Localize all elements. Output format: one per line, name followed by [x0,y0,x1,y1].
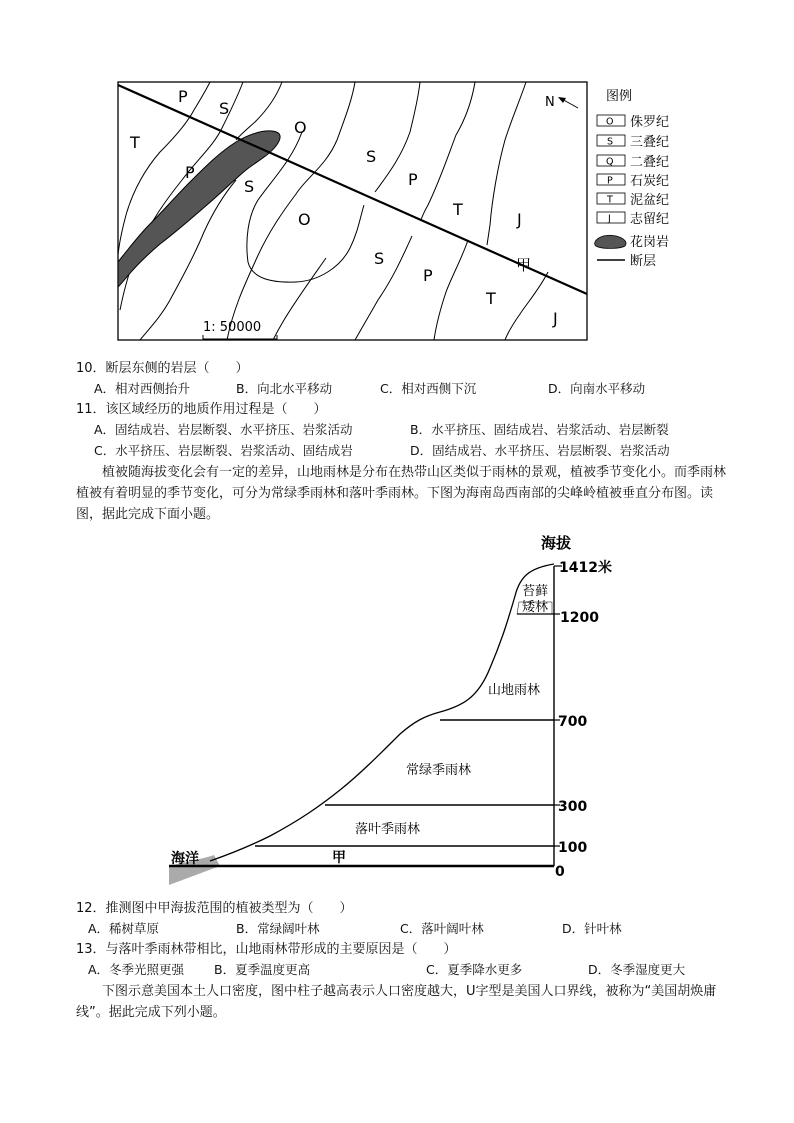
tick-label-100: 100 [558,840,588,856]
stratum-label: S [374,249,385,268]
stratum-label: S [244,177,255,196]
legend-label: 石炭纪 [630,174,670,189]
legend-label: 志留纪 [630,212,670,227]
question-11-stem: 11．该区域经历的地质作用过程是（ ） [76,402,327,417]
sea-label: 海洋 [171,851,199,867]
legend-granite-label: 花岗岩 [630,235,670,250]
tick-label-300: 300 [558,799,588,815]
question-13-option-c[interactable]: C．夏季降水更多 [426,962,523,977]
zone-label-montane-rainforest: 山地雨林 [488,683,541,698]
question-13-option-d[interactable]: D．冬季湿度更大 [588,962,686,977]
zone-label-dwarf-forest: 矮林 [522,600,549,615]
legend-items [595,114,669,269]
question-12-option-c[interactable]: C．落叶阔叶林 [400,921,484,936]
scale-label: 1: 50000 [203,320,262,335]
question-10-option-d[interactable]: D．向南水平移动 [548,381,646,396]
legend-label: 二叠纪 [630,155,670,170]
tick-label-0: 0 [555,864,565,880]
altitude-top-label: 1412米 [559,560,612,576]
stratum-label: T [453,200,463,219]
legend-title: 图例 [606,89,633,104]
zone-label-evergreen-monsoon: 常绿季雨林 [406,763,472,778]
stratum-label: J [517,210,522,229]
stratum-label: T [486,289,496,308]
legend-symbol: T [607,194,613,206]
question-11-option-a[interactable]: A．固结成岩、岩层断裂、水平挤压、岩浆活动 [94,422,353,437]
zone-label-deciduous-monsoon: 落叶季雨林 [355,822,421,837]
north-label: N [545,95,555,110]
legend-symbol: O [606,116,614,128]
stratum-label: P [185,163,195,182]
legend-label: 侏罗纪 [630,115,670,130]
question-13-stem: 13．与落叶季雨林带相比，山地雨林带形成的主要原因是（ ） [76,942,457,957]
stratum-label: P [178,87,188,106]
zone-label-jia: 甲 [332,850,346,866]
question-12-option-a[interactable]: A．稀树草原 [88,921,160,936]
question-10-option-b[interactable]: B．向北水平移动 [236,381,333,396]
zone-label-moss: 苔藓 [522,584,549,599]
question-13-option-b[interactable]: B．夏季温度更高 [214,962,311,977]
vegetation-profile-diagram [0,528,794,888]
stratum-label: P [408,170,418,189]
question-11-option-d[interactable]: D．固结成岩、水平挤压、岩层断裂、岩浆活动 [410,443,670,458]
stratum-label: S [366,147,377,166]
legend-symbol: P [607,175,613,187]
stratum-label: P [423,266,433,285]
question-12-option-d[interactable]: D．针叶林 [562,921,622,936]
question-12-stem: 12．推测图中甲海拔范围的植被类型为（ ） [76,901,353,916]
stratum-label: J [553,309,558,328]
stratum-label: T [130,133,140,152]
question-12-option-b[interactable]: B．常绿阔叶林 [236,921,320,936]
legend-symbol: S [607,136,614,148]
question-10-stem: 10．断层东侧的岩层（ ） [76,361,249,376]
intro-paragraph-vegetation: 植被随海拔变化会有一定的差异，山地雨林是分布在热带山区类似于雨林的景观，植被季节变化小。而季雨林植被有着明显的季节变化，可分为常绿季雨林和落叶季雨林。下图为海南岛西南部的尖峰岭植被垂直分布图。读图，据此完成下面小题。 [76,465,727,522]
legend-label: 泥盆纪 [630,193,670,208]
granite-legend-icon [595,235,626,248]
legend-symbol: Q [606,156,614,168]
legend-label: 三叠纪 [630,135,670,150]
fault-jia-label: 甲 [516,256,532,274]
question-13-option-a[interactable]: A．冬季光照更强 [88,962,185,977]
question-11-option-b[interactable]: B．水平挤压、固结成岩、岩浆活动、岩层断裂 [410,422,669,437]
legend-symbol: J [608,213,611,225]
tick-label-1200: 1200 [560,610,599,626]
question-10-option-c[interactable]: C．相对西侧下沉 [380,381,477,396]
altitude-axis-title: 海拔 [541,534,572,552]
stratum-label: O [298,210,311,229]
question-11-option-c[interactable]: C．水平挤压、岩层断裂、岩浆活动、固结成岩 [94,443,353,458]
stratum-label: O [294,118,307,137]
geologic-map [0,0,794,350]
legend-fault-label: 断层 [630,254,657,269]
intro-paragraph-us-population: 下图示意美国本土人口密度，图中柱子越高表示人口密度越大，U字型是美国人口界线，被称为“美国胡焕庸线”。据此完成下列小题。 [76,984,717,1020]
question-10-option-a[interactable]: A．相对西侧抬升 [94,381,191,396]
mountain-slope [210,564,554,861]
tick-label-700: 700 [558,714,588,730]
stratum-label: S [219,99,230,118]
